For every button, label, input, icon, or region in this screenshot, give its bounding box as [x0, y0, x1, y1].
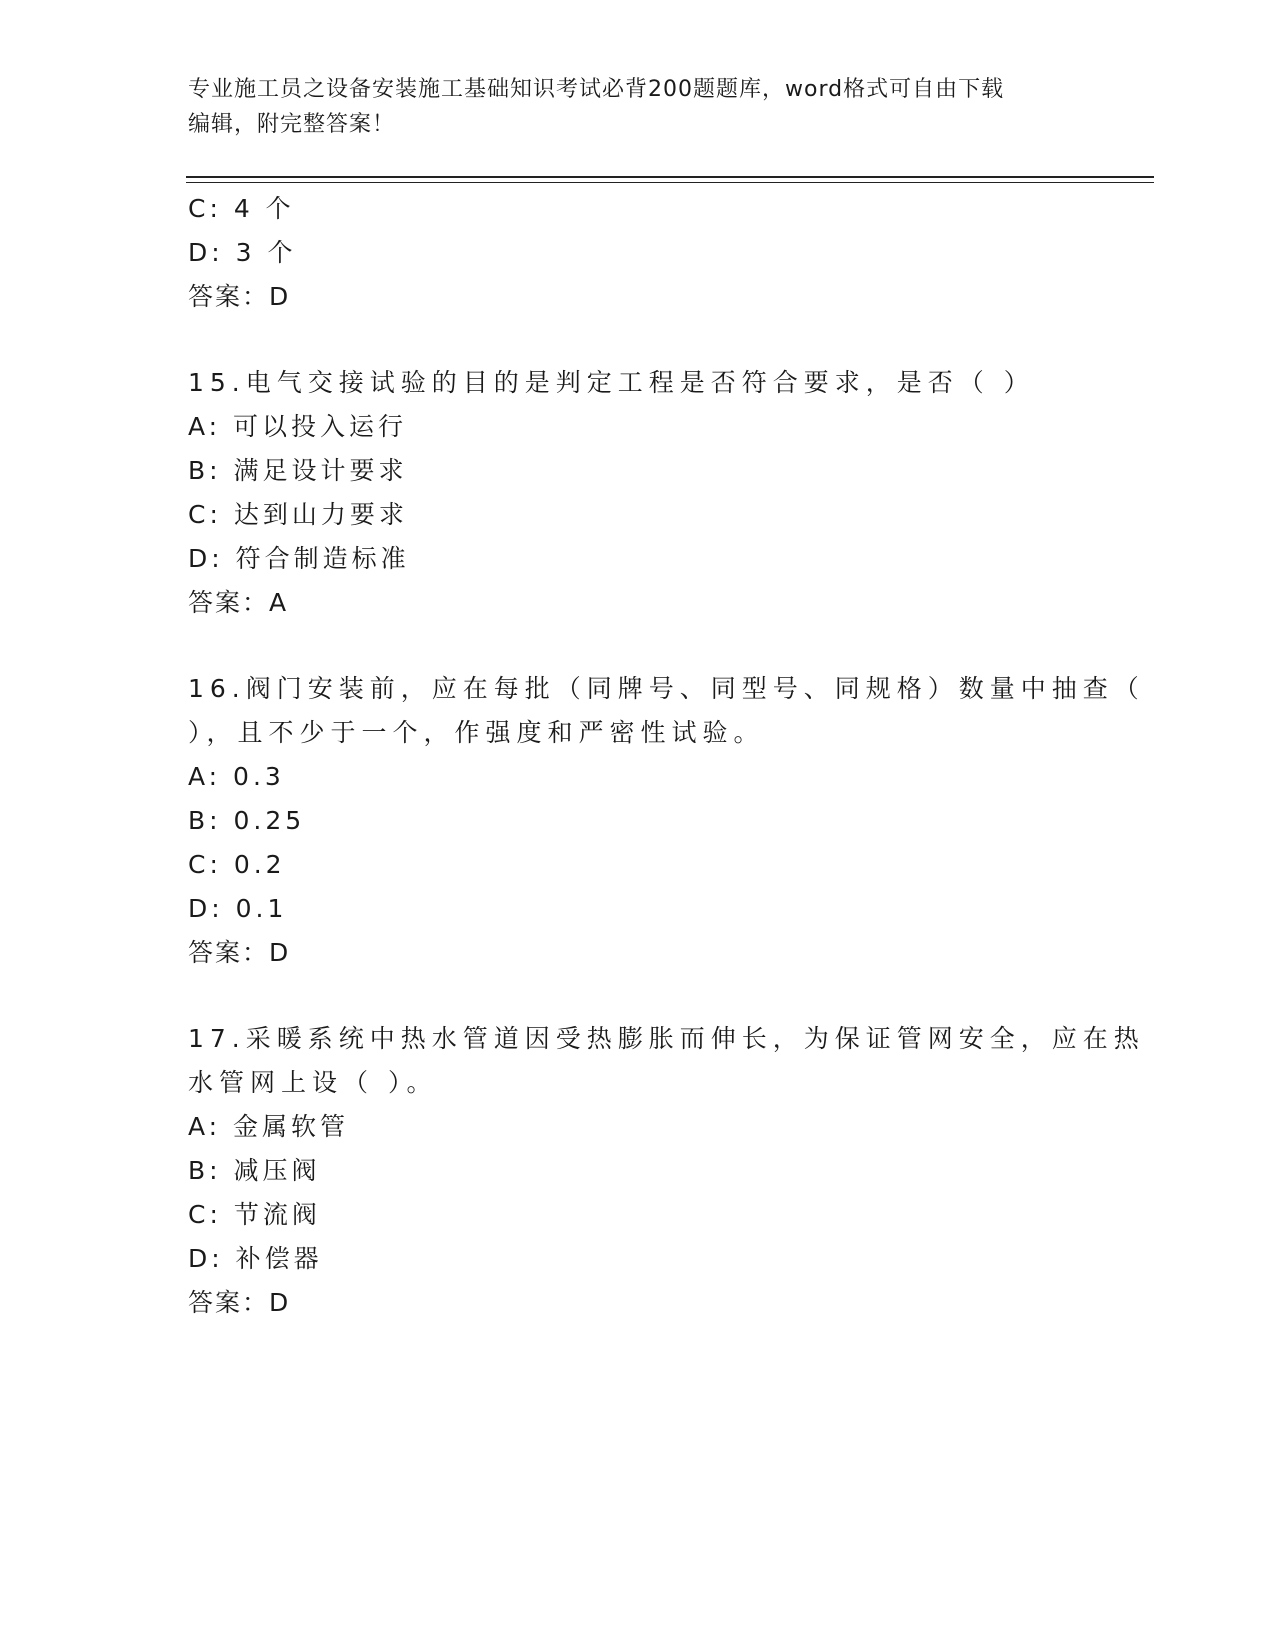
q15-stem: 15.电气交接试验的目的是判定工程是否符合要求，是否（ ） — [188, 368, 1035, 397]
q14-option-d: D: 3 个 — [188, 238, 297, 267]
q17-stem-line-1: 17.采暖系统中热水管道因受热膨胀而伸长，为保证管网安全，应在热 — [188, 1024, 1145, 1053]
document-header — [188, 72, 1088, 142]
q16-option-c: C: 0.2 — [188, 850, 286, 879]
q16-stem-line-2: ），且不少于一个，作强度和严密性试验。 — [188, 718, 765, 747]
header-line-2: 编辑，附完整答案！ — [188, 112, 396, 137]
q17-option-d: D: 补偿器 — [188, 1244, 323, 1273]
q15-option-b: B: 满足设计要求 — [188, 456, 408, 485]
q16-option-d: D: 0.1 — [188, 894, 288, 923]
q17-option-b: B: 减压阀 — [188, 1156, 321, 1185]
q16-option-b: B: 0.25 — [188, 806, 306, 835]
header-divider-thick — [186, 176, 1154, 178]
q15-answer: 答案：A — [188, 588, 289, 617]
q15-option-c: C: 达到山力要求 — [188, 500, 408, 529]
q15-option-d: D: 符合制造标准 — [188, 544, 410, 573]
header-line-1: 专业施工员之设备安装施工基础知识考试必背200题题库，word格式可自由下载 — [188, 77, 1005, 102]
q16-stem-line-1: 16.阀门安装前，应在每批（同牌号、同型号、同规格）数量中抽查（ — [188, 674, 1145, 703]
q17-option-a: A: 金属软管 — [188, 1112, 350, 1141]
q16-answer: 答案：D — [188, 938, 291, 967]
q17-stem-line-2: 水管网上设（ ）。 — [188, 1068, 438, 1097]
q14-answer: 答案：D — [188, 282, 291, 311]
q17-answer: 答案：D — [188, 1288, 291, 1317]
header-divider-thin — [186, 182, 1154, 183]
q16-option-a: A: 0.3 — [188, 762, 285, 791]
q17-option-c: C: 节流阀 — [188, 1200, 321, 1229]
q15-option-a: A: 可以投入运行 — [188, 412, 408, 441]
q14-option-c: C: 4 个 — [188, 194, 295, 223]
